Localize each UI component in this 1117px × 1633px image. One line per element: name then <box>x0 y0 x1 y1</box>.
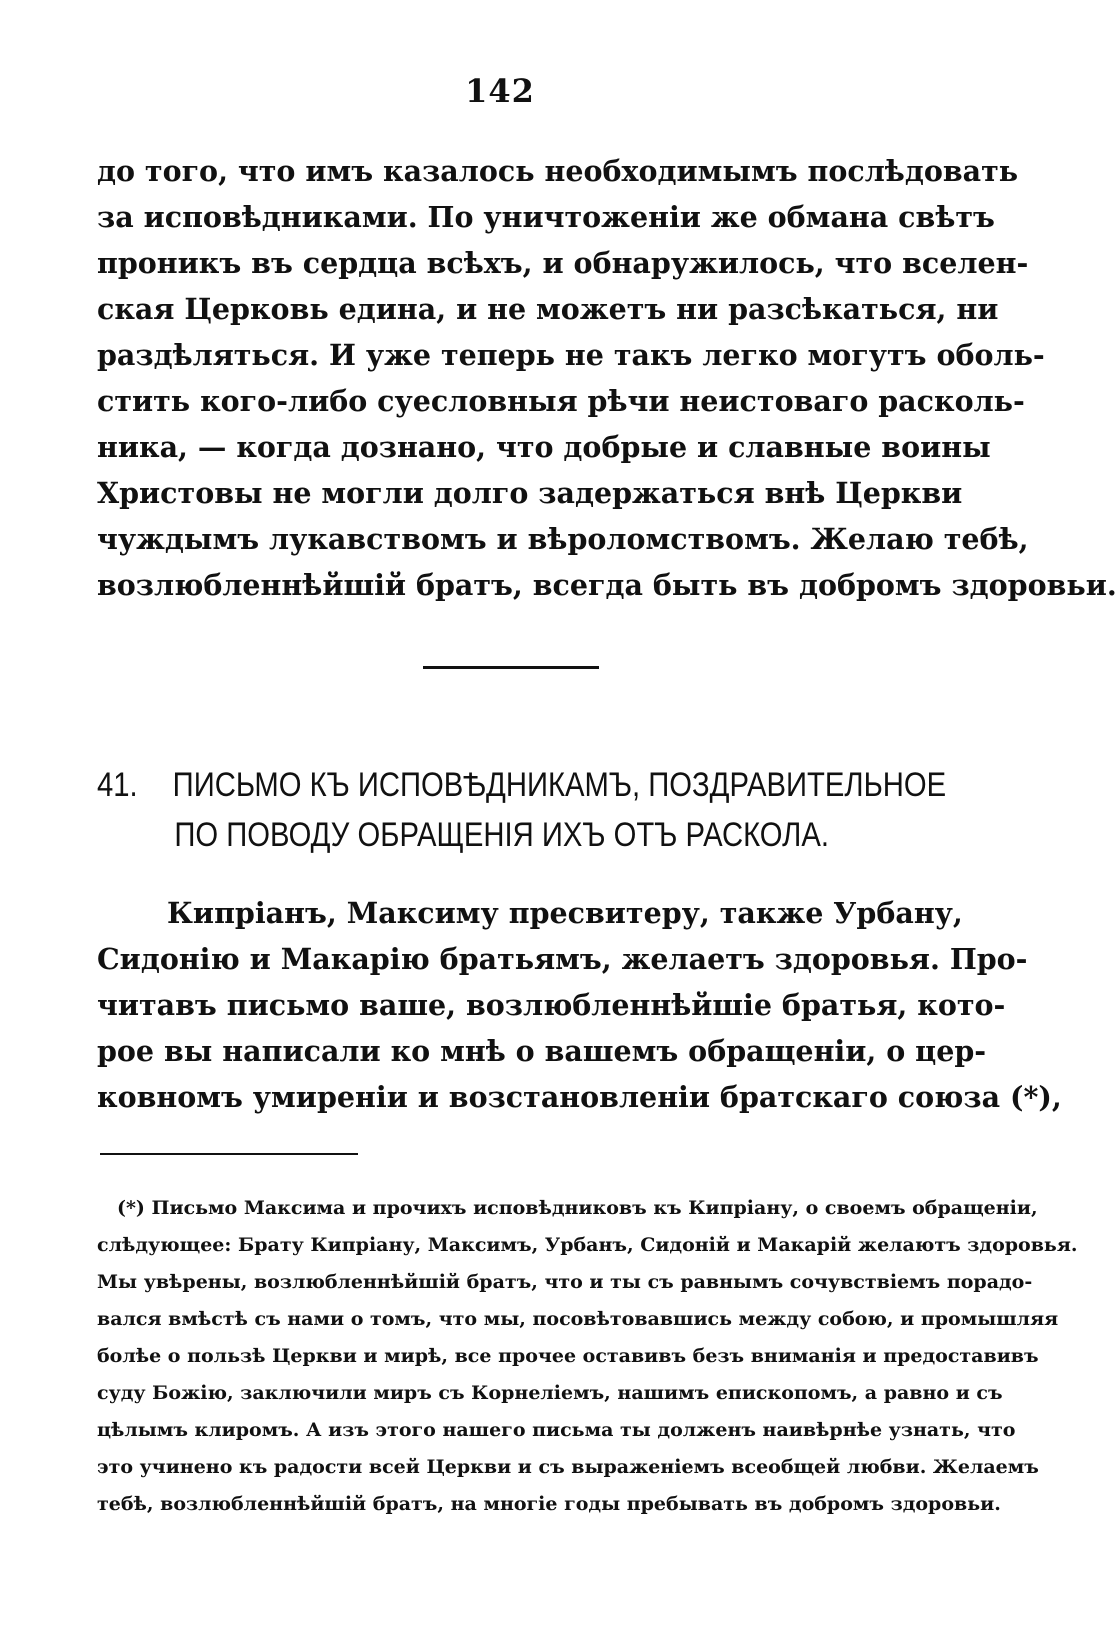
page-number: 142 <box>465 72 535 110</box>
top-paragraph <box>97 148 1117 608</box>
text-line: ская Церковь едина, и не можетъ ни разсѣкаться, ни <box>97 292 999 326</box>
text-line: до того, что имъ казалось необходимымъ послѣдовать <box>97 154 1019 188</box>
text-line: чуждымъ лукавствомъ и вѣроломствомъ. Желаю тебѣ, <box>97 522 1029 556</box>
footnote-line: Мы увѣрены, возлюбленнѣйшій братъ, что и ты съ равнымъ сочувствіемъ порадо- <box>97 1271 1033 1293</box>
footnote-line: вался вмѣстѣ съ нами о томъ, что мы, посовѣтовавшись между собою, и промышляя <box>97 1308 1059 1330</box>
heading-line: ПО ПОВОДУ ОБРАЩЕНІЯ ИХЪ ОТЪ РАСКОЛА. <box>174 816 830 854</box>
text-line: рое вы написали ко мнѣ о вашемъ обращеніи, о цер- <box>97 1034 987 1068</box>
text-line: ковномъ умиреніи и возстановленіи братскаго союза (*), <box>97 1080 1062 1114</box>
text-line: Христовы не могли долго задержаться внѣ Церкви <box>97 476 963 510</box>
text-line: Сидонію и Макарію братьямъ, желаетъ здоровья. Про- <box>97 942 1028 976</box>
footnote <box>97 1190 1078 1523</box>
footnote-line: слѣдующее: Брату Кипріану, Максимъ, Урбанъ, Сидоній и Макарій желаютъ здоровья. <box>97 1234 1078 1256</box>
letter-paragraph <box>97 890 1062 1120</box>
footnote-divider <box>100 1153 358 1155</box>
text-line: за исповѣдниками. По уничтоженіи же обмана свѣтъ <box>97 200 995 234</box>
letter-heading <box>97 760 947 860</box>
footnote-line: (*) Письмо Максима и прочихъ исповѣдниковъ къ Кипріану, о своемъ обращеніи, <box>117 1197 1038 1219</box>
text-line: стить кого-либо суесловныя рѣчи неистоваго расколь- <box>97 384 1025 418</box>
text-line: возлюбленнѣйшій братъ, всегда быть въ добромъ здоровьи. <box>97 568 1117 602</box>
text-line: читавъ письмо ваше, возлюбленнѣйшіе братья, кото- <box>97 988 1006 1022</box>
text-line: Кипріанъ, Максиму пресвитеру, также Урбану, <box>167 896 963 930</box>
letter-number: 41. <box>97 766 138 804</box>
section-divider <box>423 666 599 669</box>
text-line: ника, — когда дознано, что добрые и славные воины <box>97 430 991 464</box>
footnote-line: болѣе о пользѣ Церкви и мирѣ, все прочее оставивъ безъ вниманія и предоставивъ <box>97 1345 1039 1367</box>
text-line: раздѣляться. И уже теперь не такъ легко могутъ оболь- <box>97 338 1045 372</box>
heading-line: ПИСЬМО КЪ ИСПОВѢДНИКАМЪ, ПОЗДРАВИТЕЛЬНОЕ <box>172 766 947 804</box>
text-line: проникъ въ сердца всѣхъ, и обнаружилось, что вселен- <box>97 246 1029 280</box>
footnote-line: суду Божію, заключили миръ съ Корнеліемъ, нашимъ епископомъ, а равно и съ <box>97 1382 1003 1404</box>
footnote-line: это учинено къ радости всей Церкви и съ выраженіемъ всеобщей любви. Желаемъ <box>97 1456 1039 1478</box>
footnote-line: цѣлымъ клиромъ. А изъ этого нашего письма ты долженъ наивѣрнѣе узнать, что <box>97 1419 1016 1441</box>
footnote-line: тебѣ, возлюбленнѣйшій братъ, на многіе годы пребывать въ добромъ здоровьи. <box>97 1493 1001 1515</box>
